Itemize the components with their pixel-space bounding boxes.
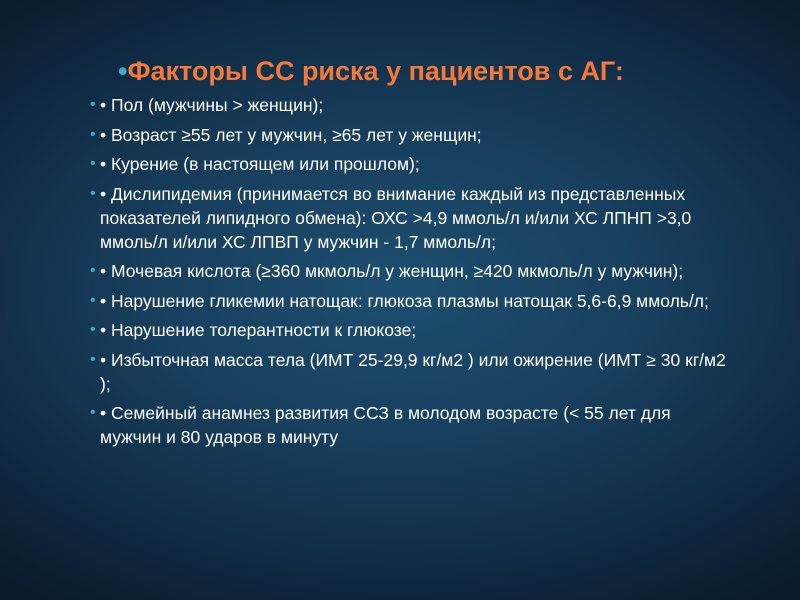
list-item-text: • Семейный анамнез развития ССЗ в молодом возрасте (< 55 лет для мужчин и 80 ударов в минуту <box>100 403 671 447</box>
list-bullet: • <box>90 155 96 172</box>
risk-factor-list <box>90 93 730 455</box>
list-bullet: • <box>90 404 96 421</box>
list-item <box>90 348 730 396</box>
list-bullet: • <box>90 350 96 368</box>
list-item-text: • Возраст ≥55 лет у мужчин, ≥65 лет у женщин; <box>100 124 482 145</box>
list-item <box>90 318 730 342</box>
list-item <box>90 152 730 176</box>
list-item <box>90 401 730 449</box>
list-item-text: • Мочевая кислота (≥360 мкмоль/л у женщин, ≥420 мкмоль/л у мужчин); <box>100 261 684 281</box>
list-item-text: • Пол (мужчины > женщин); <box>100 95 324 115</box>
list-item <box>90 259 730 283</box>
list-bullet: • <box>90 291 96 309</box>
list-item-text: • Избыточная масса тела (ИМТ 25-29,9 кг/м2 ) или ожирение (ИМТ ≥ 30 кг/м2 ); <box>100 349 726 394</box>
list-bullet: • <box>90 184 96 202</box>
list-item <box>90 289 730 313</box>
list-bullet: • <box>90 262 96 279</box>
list-bullet: • <box>90 125 96 143</box>
list-bullet: • <box>90 96 96 113</box>
list-item-text: • Нарушение гликемии натощак: глюкоза плазмы натощак 5,6-6,9 ммоль/л; <box>100 290 709 311</box>
list-item-text: • Курение (в настоящем или прошлом); <box>100 154 420 174</box>
list-item-text: • Нарушение толерантности к глюкозе; <box>100 320 417 340</box>
slide-title <box>118 54 624 88</box>
list-item <box>90 182 730 254</box>
list-item <box>90 93 730 117</box>
list-bullet: • <box>90 321 96 338</box>
title-text: Факторы СС риска у пациентов с АГ: <box>127 56 624 86</box>
title-bullet: • <box>118 56 128 86</box>
list-item <box>90 123 730 147</box>
list-item-text: • Дислипидемия (принимается во внимание каждый из представленных показателей липидного обмена): ОХС >4,9 ммоль/л и/или ХС ЛПНП >3,0 ммоль/л и/или ХС ЛПВП у мужчин - 1,7 ммоль/л; <box>100 183 692 252</box>
